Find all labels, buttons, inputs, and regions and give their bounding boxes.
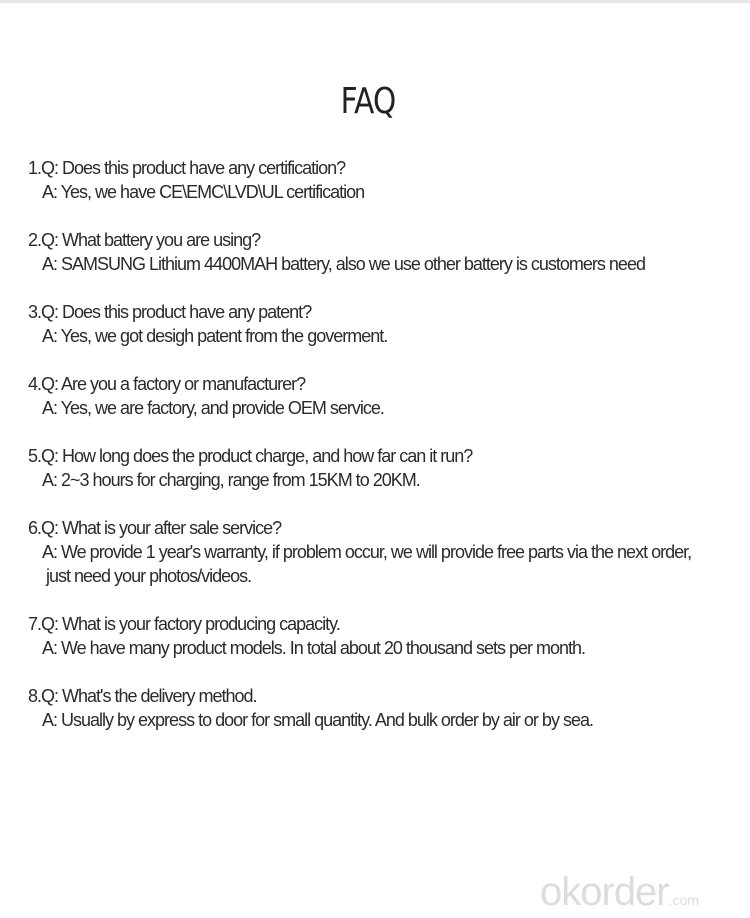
faq-answer: A: Yes, we got desigh patent from the goverment. bbox=[42, 326, 388, 346]
faq-item bbox=[28, 372, 743, 420]
faq-item bbox=[28, 444, 743, 492]
faq-answer-line: A: We provide 1 year's warranty, if problem occur, we will provide free parts via the next order, bbox=[42, 542, 692, 562]
watermark-main: okorder bbox=[540, 870, 669, 914]
faq-answer: A: Yes, we have CE\EMC\LVD\UL certification bbox=[42, 182, 365, 202]
faq-answer: A: Usually by express to door for small quantity. And bulk order by air or by sea. bbox=[42, 710, 593, 730]
page-title: FAQ bbox=[340, 81, 396, 122]
faq-answer bbox=[28, 540, 743, 588]
faq-question: 7.Q: What is your factory producing capacity. bbox=[28, 614, 340, 634]
faq-question: 8.Q: What's the delivery method. bbox=[28, 686, 257, 706]
faq-question: 5.Q: How long does the product charge, and how far can it run? bbox=[28, 446, 473, 466]
faq-question: 3.Q: Does this product have any patent? bbox=[28, 302, 312, 322]
faq-answer: A: Yes, we are factory, and provide OEM service. bbox=[42, 398, 384, 418]
okorder-watermark bbox=[540, 870, 699, 914]
faq-item bbox=[28, 684, 743, 732]
faq-item bbox=[28, 612, 743, 660]
faq-answer: A: 2~3 hours for charging, range from 15KM to 20KM. bbox=[42, 470, 420, 490]
faq-question: 1.Q: Does this product have any certification? bbox=[28, 158, 346, 178]
faq-item bbox=[28, 516, 743, 588]
watermark-suffix: .com bbox=[668, 892, 699, 908]
faq-item bbox=[28, 300, 743, 348]
top-divider bbox=[0, 0, 750, 3]
faq-item bbox=[28, 228, 743, 276]
faq-question: 2.Q: What battery you are using? bbox=[28, 230, 261, 250]
faq-answer: A: SAMSUNG Lithium 4400MAH battery, also we use other battery is customers need bbox=[42, 254, 645, 274]
faq-question: 6.Q: What is your after sale service? bbox=[28, 518, 282, 538]
faq-item bbox=[28, 156, 743, 204]
faq-list bbox=[28, 156, 743, 756]
faq-answer-line: just need your photos/videos. bbox=[46, 566, 252, 586]
faq-question: 4.Q: Are you a factory or manufacturer? bbox=[28, 374, 306, 394]
faq-answer: A: We have many product models. In total about 20 thousand sets per month. bbox=[42, 638, 586, 658]
